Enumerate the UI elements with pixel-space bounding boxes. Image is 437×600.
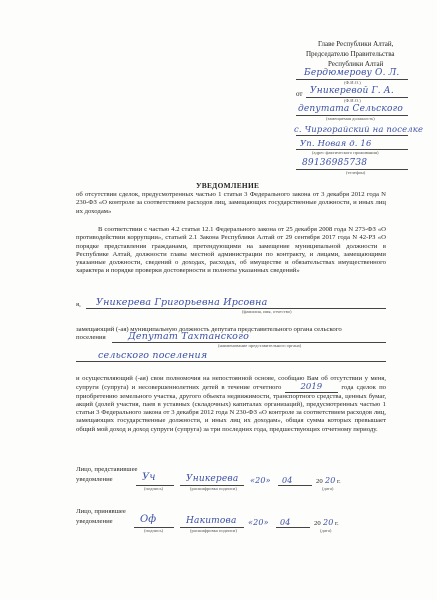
paragraph2-rest: года сделок по приобретению земельного участка, другого объекта недвижимости, транспортного средства, ценных бумаг, акций (долей участия, паев в уставных (складочных) капиталах организаций), предусмотренных частью 1 статьи 3 Федерального закона от 3 декабря 2012 года N 230-ФЗ «О контроле за соответствием расходов лиц, замещающих государственные должности, и иных лиц их доходам», общая сумма которых превышает общий мой доход и доход супруги (супруга) за три последних года, предшествующих отчетному периоду. (76, 384, 386, 433)
submitter-date-line (278, 485, 312, 486)
settlement-line-2 (76, 361, 386, 362)
declarant-name-handwritten: Уникерева Григорьевна Ирсовна (96, 297, 268, 308)
reporting-year-handwritten: 2019 (285, 382, 339, 393)
addressee-name-handwritten: Бердюмерову О. Л. (304, 68, 400, 78)
settlement-handwritten-2: сельского поселения (98, 350, 208, 361)
submitter-label-2: уведомление (76, 476, 113, 483)
submitter-date-year-suffix: г. (337, 478, 341, 485)
submitter-decode-caption: (расшифровка подписи) (190, 486, 237, 491)
phone-handwritten: 89136985738 (302, 158, 368, 168)
settlement-handwritten: Депутат Тахтанского (128, 331, 249, 342)
submitter-date-caption: (дата) (322, 486, 334, 491)
settlement-caption: (наименование представительного органа) (218, 343, 302, 348)
receiver-label-2: уведомление (76, 518, 113, 525)
paragraph2-start: и осуществляющий (-ая) свои полномочия на непостоянной основе, сообщаю Вам об отсутствии у меня, супруги (супруга) и несовершеннолетних детей в течение отчетного (76, 375, 386, 392)
from-prefix: от (296, 90, 303, 98)
receiver-label-1: Лицо, принявшее (76, 508, 126, 515)
receiver-date-year-prefix: 20 (314, 520, 321, 527)
position-text: замещающий (-ая) муниципальную должность депутата представительного органа сельского (76, 326, 342, 333)
submitter-decode-handwritten: Уникерева (186, 474, 239, 484)
legal-basis-paragraph: В соответствии с частью 4.2 статьи 12.1 Федерального закона от 25 декабря 2008 года N 273-ФЗ «О противодействии коррупции», статьей 2.1 Закона Республики Алтай от 29 сентября 2017 года N 42-РЗ «О порядке представления гражданами, претендующими на замещение муниципальной должности в Республике Алтай, должности главы местной администрации по контракту, и лицами, замещающими указанные должности, сведений о доходах, расходах, об имуществе и обязательствах имущественного характера и порядке проверки достоверности и полноты указанных сведений» (76, 226, 386, 275)
submitter-date-day: «20» (250, 476, 271, 485)
addressee-line1: Главе Республики Алтай, (318, 40, 394, 48)
address-handwritten-1: с. Чиргорайский на поселке (294, 124, 424, 134)
no-transactions-paragraph (76, 375, 386, 434)
receiver-decode-handwritten: Накитова (186, 516, 237, 526)
addressee-line2: Председателю Правительства (306, 50, 395, 58)
submitter-label-1: Лицо, представившее (76, 466, 138, 473)
submitter-signature: Уч (142, 472, 156, 483)
phone-caption: (телефон) (346, 170, 366, 175)
document-subject: об отсутствии сделок, предусмотренных частью 1 статьи 3 Федерального закона от 3 декабря 2012 года N 230-ФЗ «О контроле за соответствием расходов лиц, замещающих государственные должности, и иных лиц их доходам» (76, 191, 386, 215)
position-caption: (замещаемая должность) (326, 116, 375, 121)
receiver-date-year-suffix: г. (335, 520, 339, 527)
name-prefix: я, (76, 301, 81, 308)
submitter-date-year: 20 (325, 476, 336, 485)
receiver-date-caption: (дата) (320, 528, 332, 533)
receiver-date-year: 20 (323, 518, 334, 527)
submitter-date-month: 04 (282, 476, 293, 485)
receiver-signature: Оф (140, 514, 157, 525)
receiver-date-month: 04 (280, 518, 291, 527)
position-handwritten: депутата Сельского (298, 104, 403, 114)
sender-name-handwritten: Уникеревой Г. А. (310, 86, 394, 96)
addressee-line3: Республики Алтай (328, 60, 384, 68)
declarant-name-line (86, 308, 386, 309)
receiver-date-day: «20» (248, 518, 269, 527)
fio-caption: (Ф.И.О.) (344, 80, 361, 85)
receiver-decode-caption: (расшифровка подписи) (190, 528, 237, 533)
submitter-date-year-prefix: 20 (316, 478, 323, 485)
address-handwritten-2: Уп. Новая д. 16 (300, 138, 372, 148)
fio-caption-2: (Ф.И.О.) (344, 98, 361, 103)
document-title: УВЕДОМЛЕНИЕ (196, 181, 260, 190)
submitter-signature-caption: (подпись) (144, 486, 164, 491)
address-line-1 (296, 135, 408, 136)
settlement-prefix: поселения (76, 334, 106, 341)
address-caption: (адрес фактического проживания) (312, 150, 379, 155)
name-caption: (фамилия, имя, отчество) (242, 309, 292, 314)
receiver-signature-caption: (подпись) (144, 528, 164, 533)
receiver-date-line (276, 527, 310, 528)
